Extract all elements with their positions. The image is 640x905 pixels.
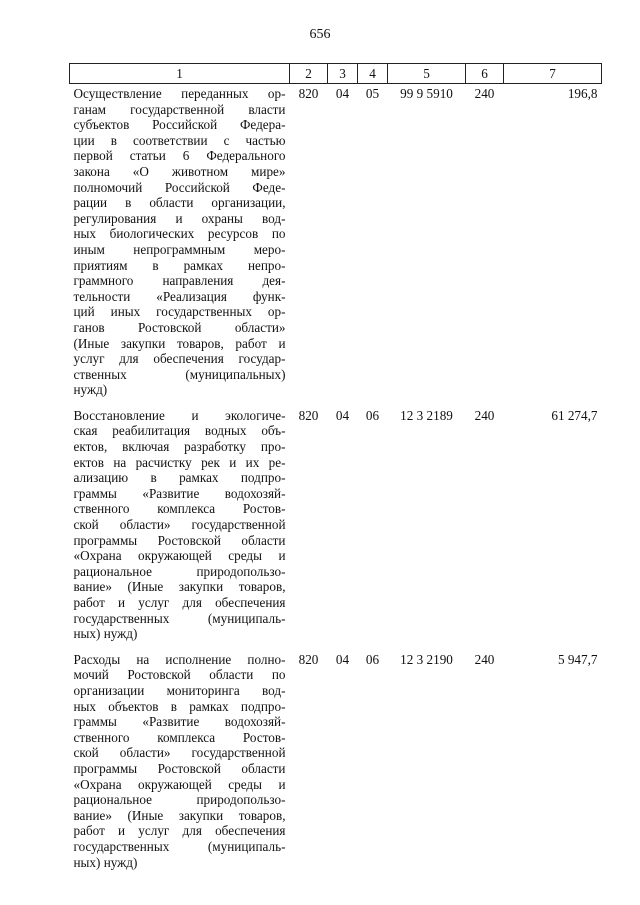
description-line: первой статьи 6 Федерального (73, 148, 286, 164)
description-line: Осуществление переданных ор- (73, 86, 286, 101)
column-header: 7 (504, 64, 602, 84)
ministry-code: 820 (298, 407, 319, 423)
spacer-cell (70, 398, 602, 406)
description-line: организации мониторинга вод- (73, 682, 286, 698)
expense-type-code: 240 (474, 651, 495, 667)
description-line: полномочий Российской Феде- (73, 179, 286, 195)
description-line: ных) нужд) (73, 854, 138, 870)
table-row (70, 84, 602, 398)
description-line: ектов на расчистку рек и их ре- (73, 454, 286, 470)
row-description (70, 84, 290, 398)
description-line: Восстановление и экологиче- (73, 407, 286, 423)
row-description (70, 650, 290, 870)
description-line: (Иные закупки товаров, работ и (73, 335, 286, 351)
description-line: ций иных государственных ор- (73, 304, 286, 320)
budget-table (69, 63, 602, 870)
description-line: Расходы на исполнение полно- (73, 651, 286, 667)
column-header: 3 (328, 64, 358, 84)
table-row (70, 406, 602, 642)
description-line: программы Ростовской области (73, 532, 286, 548)
description-line: программы Ростовской области (73, 760, 286, 776)
expense-type-code: 240 (474, 86, 495, 101)
column-header: 6 (466, 64, 504, 84)
target-article-code: 12 3 2190 (400, 651, 453, 667)
description-line: работ и услуг для обеспечения (73, 595, 286, 610)
page-number: 656 (309, 27, 331, 42)
description-line: ственного комплекса Ростов- (73, 501, 286, 517)
description-line: услуг для обеспечения государ- (73, 351, 286, 367)
row-description (70, 406, 290, 642)
description-line: граммы «Развитие водохозяй- (73, 485, 286, 501)
spacer-cell (70, 642, 602, 650)
description-line: ции в соответствии с частью (73, 132, 286, 148)
column-header: 2 (290, 64, 328, 84)
description-line: ных биологических ресурсов по (73, 226, 286, 242)
description-line: приятиям в рамках непро- (73, 257, 286, 273)
subsection-code: 06 (365, 407, 380, 423)
description-line: ской области» государственной (73, 517, 286, 533)
table-header-row (70, 64, 602, 84)
description-line: ственных (муниципальных) (73, 366, 286, 382)
column-header: 4 (358, 64, 388, 84)
description-line: нужд) (73, 382, 108, 398)
description-line: рациональное природопользо- (73, 792, 286, 808)
description-line: вание» (Иные закупки товаров, (73, 807, 286, 823)
column-header: 1 (70, 64, 290, 84)
subsection-code: 05 (365, 86, 380, 101)
description-line: иным непрограммным меро- (73, 241, 286, 257)
description-line: ганов Ростовской области» (73, 319, 286, 335)
description-line: работ и услуг для обеспечения (73, 823, 286, 839)
description-line: закона «О животном мире» (73, 163, 286, 179)
description-line: рации в области организации, (73, 195, 286, 211)
description-line: ская реабилитация водных объ- (73, 423, 286, 439)
description-line: регулирования и охраны вод- (73, 210, 286, 226)
expense-type-code: 240 (474, 407, 495, 423)
description-line: граммного направления дея- (73, 273, 286, 289)
target-article-code: 99 9 5910 (400, 86, 453, 101)
description-line: тельности «Реализация функ- (73, 288, 286, 304)
table-row (70, 650, 602, 870)
subsection-code: 06 (365, 651, 380, 667)
description-line: ской области» государственной (73, 745, 286, 761)
section-code: 04 (335, 86, 350, 101)
description-line: ализацию в рамках подпро- (73, 470, 286, 486)
description-line: вание» (Иные закупки товаров, (73, 579, 286, 595)
description-line: «Охрана окружающей среды и (73, 548, 286, 564)
description-line: граммы «Развитие водохозяй- (73, 714, 286, 730)
description-line: государственных (муниципаль- (73, 610, 286, 626)
description-line: государственных (муниципаль- (73, 838, 286, 854)
ministry-code: 820 (298, 86, 319, 101)
description-line: мочий Ростовской области по (73, 667, 286, 683)
description-line: субъектов Российской Федера- (73, 117, 286, 133)
description-line: рациональное природопользо- (73, 563, 286, 579)
amount: 5 947,7 (557, 651, 598, 667)
description-line: ганам государственной власти (73, 101, 286, 117)
column-header: 5 (388, 64, 466, 84)
target-article-code: 12 3 2189 (400, 407, 453, 423)
section-code: 04 (335, 407, 350, 423)
amount: 196,8 (567, 86, 598, 101)
amount: 61 274,7 (551, 407, 598, 423)
row-spacer (70, 398, 602, 406)
row-spacer (70, 642, 602, 650)
description-line: «Охрана окружающей среды и (73, 776, 286, 792)
description-line: ных объектов в рамках подпро- (73, 698, 286, 714)
description-line: ных) нужд) (73, 626, 138, 642)
description-line: ектов, включая разработку про- (73, 439, 286, 455)
section-code: 04 (335, 651, 350, 667)
ministry-code: 820 (298, 651, 319, 667)
description-line: ственного комплекса Ростов- (73, 729, 286, 745)
table-body (70, 84, 602, 871)
